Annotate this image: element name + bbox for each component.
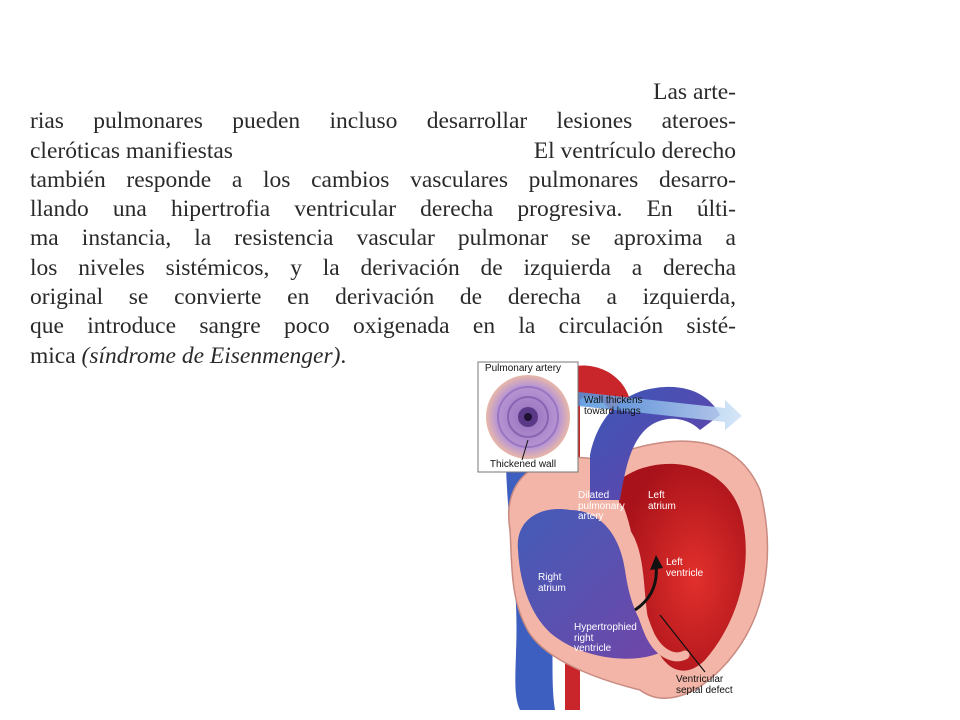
text-line: que introduce sangre poco oxigenada en la circulación sisté- bbox=[30, 313, 736, 340]
text-line: ma instancia, la resistencia vascular pulmonar se aproxima a bbox=[30, 225, 736, 252]
septal-defect-label: Ventricular septal defect bbox=[676, 674, 733, 696]
text-fragment: El ventrículo derecho bbox=[533, 137, 736, 164]
redaction-block bbox=[293, 137, 473, 157]
text-line: rias pulmonares pueden incluso desarrollar lesiones ateroes- bbox=[30, 108, 736, 135]
text-fragment: mica bbox=[30, 342, 82, 369]
text-fragment: cleróticas manifiestas bbox=[30, 137, 233, 164]
text-line: los niveles sistémicos, y la derivación de izquierda a derecha bbox=[30, 254, 736, 281]
body-paragraph bbox=[30, 78, 736, 371]
dilated-pulmonary-artery-label: Dilated pulmonary artery bbox=[578, 490, 625, 522]
hypertrophied-right-ventricle-label: Hypertrophied right ventricle bbox=[574, 622, 637, 654]
text-line: original se convierte en derivación de derecha a izquierda, bbox=[30, 284, 736, 311]
emphasized-term: (síndrome de Eisenmenger) bbox=[81, 342, 341, 369]
text-line: llando una hipertrofia ventricular derecha progresiva. En últi- bbox=[30, 196, 736, 223]
text-line: también responde a los cambios vasculares pulmonares desarro- bbox=[30, 166, 736, 193]
wall-thickens-label: Wall thickens toward lungs bbox=[584, 395, 643, 417]
left-ventricle-label: Left ventricle bbox=[666, 557, 704, 579]
right-atrium-label: Right atrium bbox=[538, 572, 566, 594]
text-line: Las arte- bbox=[653, 79, 736, 105]
text-fragment: . bbox=[340, 342, 347, 369]
left-atrium-label: Left atrium bbox=[648, 490, 676, 512]
text-line bbox=[30, 137, 736, 166]
inset-caption: Thickened wall bbox=[489, 459, 557, 470]
inset-title: Pulmonary artery bbox=[484, 363, 562, 374]
